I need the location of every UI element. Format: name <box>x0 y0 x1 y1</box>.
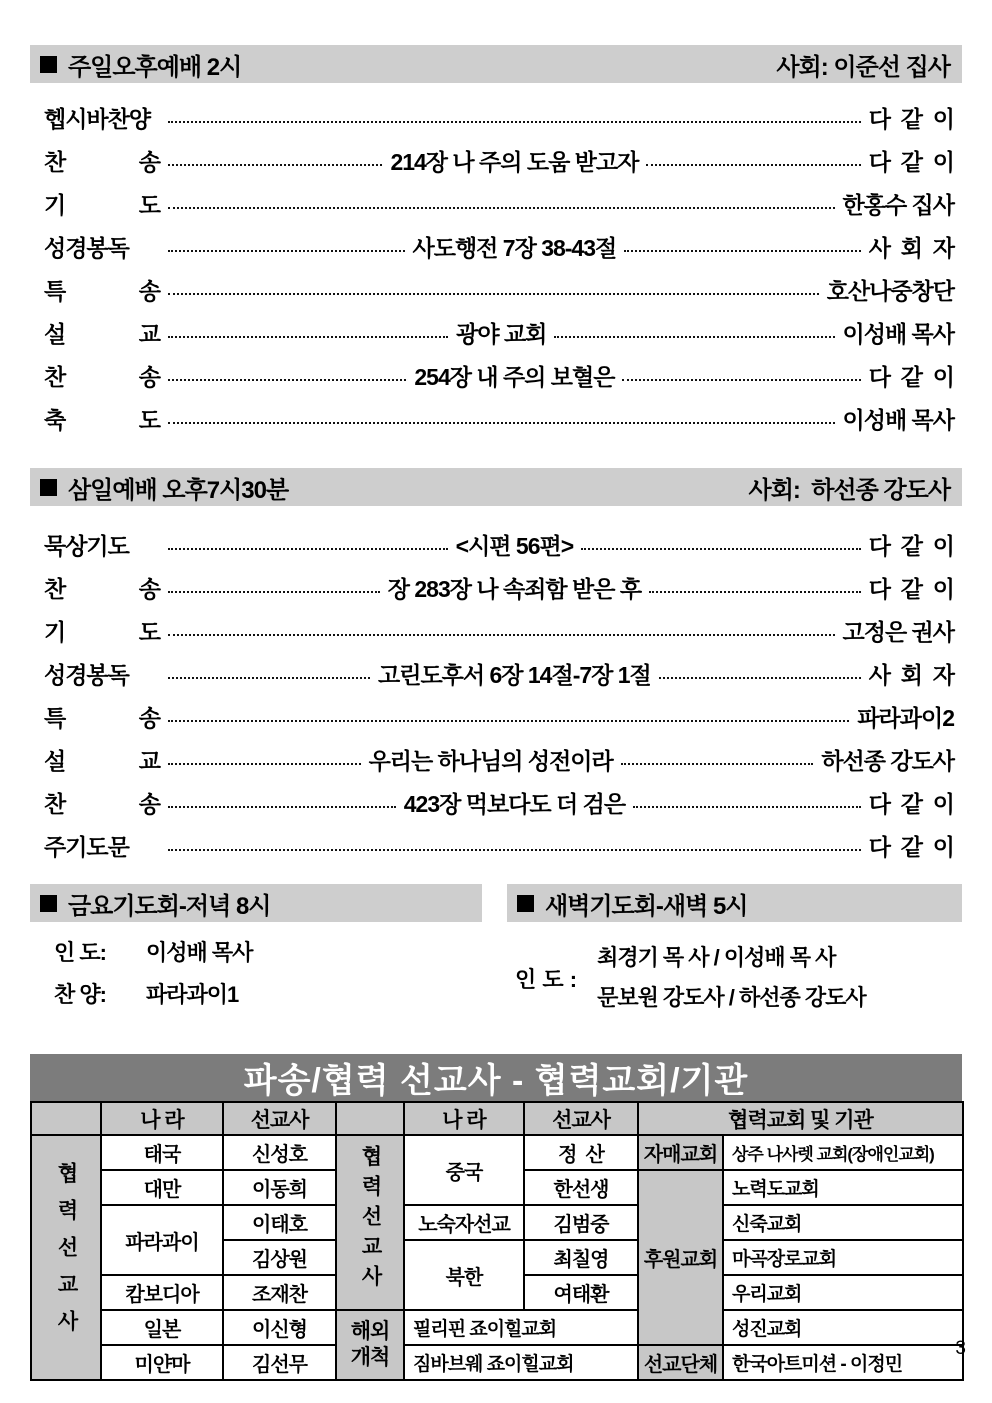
program-item-label: 축 도 <box>44 407 160 433</box>
square-bullet-icon <box>40 895 57 912</box>
missionary-table-title: 파송/협력 선교사 - 협력교회/기관 <box>30 1054 962 1101</box>
program-item-detail: 우리는 하나님의 성전이라 <box>368 748 613 774</box>
program-item-person: 다 같 이 <box>868 576 955 602</box>
cell-missionary: 조재찬 <box>223 1275 336 1310</box>
friday-prayer-body <box>30 930 482 1018</box>
cell-missionary: 정 산 <box>524 1135 638 1170</box>
table-row <box>31 1135 963 1170</box>
program-item-detail: 214장 나 주의 도움 받고자 <box>390 149 639 175</box>
program-row <box>44 182 954 225</box>
program-item-person: 호산나중창단 <box>826 278 954 304</box>
header-partner: 협력교회 및 기관 <box>638 1102 963 1135</box>
dawn-prayer-body <box>482 938 937 1018</box>
section-header-friday-prayer <box>30 884 482 922</box>
program-row <box>44 523 954 566</box>
section-title: 금요기도회-저녁 8시 <box>68 892 271 920</box>
cell-missionary: 신성호 <box>223 1135 336 1170</box>
dotted-leader <box>633 804 861 808</box>
section-title: 삼일예배 오후7시30분 <box>68 476 289 504</box>
dotted-leader <box>168 334 448 338</box>
program-item-person: 파라과이2 <box>857 705 954 731</box>
dotted-leader <box>554 334 834 338</box>
cell-missionary: 김범중 <box>524 1205 638 1240</box>
cell-overseas-church: 필리핀 죠이힐교회 <box>404 1310 638 1345</box>
program-item-detail: 장 283장 나 속죄함 받은 후 <box>387 576 642 602</box>
role-person: 이성배 목사 <box>146 939 253 965</box>
cell-partner-church: 우리교회 <box>723 1275 963 1310</box>
cell-partner-church: 신죽교회 <box>723 1205 963 1240</box>
program-item-detail: 254장 내 주의 보혈은 <box>414 364 615 390</box>
cell-overseas-church: 짐바브웨 죠이힐교회 <box>404 1345 638 1380</box>
dotted-leader <box>168 205 835 209</box>
program-row <box>44 354 954 397</box>
dotted-leader <box>168 420 835 424</box>
dotted-leader <box>168 119 861 123</box>
dotted-leader <box>168 377 406 381</box>
dotted-leader <box>168 847 861 851</box>
program-item-label: 특 송 <box>44 278 160 304</box>
cell-missionary: 이신형 <box>223 1310 336 1345</box>
header-country: 나 라 <box>101 1102 223 1135</box>
program-item-label: 찬 송 <box>44 576 160 602</box>
section-header-dawn-prayer <box>507 884 962 922</box>
program-item-label: 주기도문 <box>44 834 129 860</box>
program-row <box>44 225 954 268</box>
program-item-detail: <시편 56편> <box>455 533 574 559</box>
program-row <box>44 781 954 824</box>
cell-missionary: 한선생 <box>524 1170 638 1205</box>
dotted-leader <box>168 675 370 679</box>
dotted-leader <box>621 761 814 765</box>
program-item-label: 설 교 <box>44 321 160 347</box>
section-title: 새벽기도회-새벽 5시 <box>545 892 748 920</box>
role-label: 인 도: <box>54 939 106 965</box>
program-item-label: 설 교 <box>44 748 160 774</box>
program-item-person: 한홍수 집사 <box>842 192 954 218</box>
header-blank <box>31 1102 101 1135</box>
cell-partner-church: 마곡장로교회 <box>723 1240 963 1275</box>
dotted-leader <box>624 248 861 252</box>
group-label-support-church: 후원교회 <box>638 1170 723 1345</box>
section-header-sunday-afternoon <box>30 45 962 83</box>
group-label-coop-missionary: 협력선교사 <box>336 1135 404 1310</box>
program-item-person: 사 회 자 <box>868 662 954 688</box>
cell-missionary: 최칠영 <box>524 1240 638 1275</box>
table-row <box>31 1205 963 1240</box>
group-label-mission-org: 선교단체 <box>638 1345 723 1380</box>
program-item-detail: 423장 먹보다도 더 검은 <box>403 791 626 817</box>
program-item-detail: 고린도후서 6장 14절-7장 1절 <box>378 662 651 688</box>
header-missionary: 선교사 <box>223 1102 336 1135</box>
table-header-row <box>31 1102 963 1135</box>
program-item-person: 다 같 이 <box>868 106 954 132</box>
program-item-label: 찬 송 <box>44 364 160 390</box>
program-item-label: 기 도 <box>44 192 160 218</box>
header-blank <box>336 1102 404 1135</box>
program-item-person: 다 같 이 <box>868 834 954 860</box>
friday-leader-row <box>54 930 482 972</box>
program-item-person: 사 회 자 <box>868 235 954 261</box>
dotted-leader <box>622 377 860 381</box>
program-item-detail: 광야 교회 <box>456 321 547 347</box>
dotted-leader <box>168 546 448 550</box>
role-label: 인 도 : <box>515 966 578 992</box>
dotted-leader <box>168 804 396 808</box>
group-label-sister-church: 자매교회 <box>638 1135 723 1170</box>
program-item-label: 묵상기도 <box>44 533 129 559</box>
header-missionary: 선교사 <box>524 1102 638 1135</box>
program-item-person: 하선종 강도사 <box>821 748 955 774</box>
program-row <box>44 268 954 311</box>
program-item-person: 다 같 이 <box>868 364 955 390</box>
program-list-wednesday <box>30 523 962 867</box>
dotted-leader <box>649 589 861 593</box>
program-item-person: 다 같 이 <box>868 149 954 175</box>
dotted-leader <box>168 632 835 636</box>
cell-country: 캄보디아 <box>101 1275 223 1310</box>
moderator-label: 사회: 하선종 강도사 <box>748 476 950 504</box>
dotted-leader <box>168 162 382 166</box>
bulletin-page <box>30 0 962 1381</box>
cell-missionary: 이태호 <box>223 1205 336 1240</box>
page-number: 3 <box>955 1338 966 1359</box>
program-item-person: 다 같 이 <box>868 533 954 559</box>
program-item-label: 찬 송 <box>44 791 160 817</box>
cell-country: 중국 <box>404 1135 524 1205</box>
program-item-person: 고정은 권사 <box>842 619 954 645</box>
program-row <box>44 139 954 182</box>
program-item-label: 헵시바찬양 <box>44 106 151 132</box>
dotted-leader <box>581 546 861 550</box>
square-bullet-icon <box>517 895 534 912</box>
program-list-sunday <box>30 96 962 440</box>
program-row <box>44 609 954 652</box>
cell-missionary: 김선무 <box>223 1345 336 1380</box>
moderator-label: 사회: 이준선 집사 <box>776 53 950 81</box>
dotted-leader <box>168 718 849 722</box>
header-country: 나 라 <box>404 1102 524 1135</box>
role-person: 파라과이1 <box>146 981 239 1007</box>
dawn-leader-lines <box>597 938 866 1018</box>
cell-missionary: 여태환 <box>524 1275 638 1310</box>
group-label-coop-missionary: 협력선교사 <box>31 1135 101 1380</box>
dotted-leader <box>168 589 380 593</box>
square-bullet-icon <box>40 56 57 73</box>
program-item-person: 이성배 목사 <box>842 321 954 347</box>
cell-country: 미얀마 <box>101 1345 223 1380</box>
cell-country: 일본 <box>101 1310 223 1345</box>
prayer-meeting-headers <box>30 884 962 922</box>
cell-partner-org: 한국아트미션 - 이정민 <box>723 1345 963 1380</box>
dotted-leader <box>168 761 361 765</box>
friday-praise-row <box>54 972 482 1014</box>
cell-country: 대만 <box>101 1170 223 1205</box>
program-row <box>44 397 954 440</box>
section-header-wednesday <box>30 468 962 506</box>
cell-partner-church: 성진교회 <box>723 1310 963 1345</box>
program-row <box>44 566 954 609</box>
table-row <box>31 1310 963 1345</box>
dotted-leader <box>646 162 860 166</box>
program-item-label: 특 송 <box>44 705 160 731</box>
section-title-wrap <box>40 470 288 505</box>
dotted-leader <box>168 248 405 252</box>
program-item-label: 성경봉독 <box>44 662 129 688</box>
prayer-meeting-bodies <box>30 930 962 1018</box>
cell-missionary: 이동희 <box>223 1170 336 1205</box>
program-row <box>44 311 954 354</box>
program-item-label: 기 도 <box>44 619 160 645</box>
dawn-leaders-line1: 최경기 목 사 / 이성배 목 사 <box>597 945 836 970</box>
cell-partner-church: 노력도교회 <box>723 1170 963 1205</box>
section-title-wrap <box>517 886 747 921</box>
cell-country: 노숙자선교 <box>404 1205 524 1240</box>
program-row <box>44 738 954 781</box>
program-item-person: 이성배 목사 <box>842 407 954 433</box>
program-row <box>44 824 954 867</box>
dawn-leaders-line2: 문보원 강도사 / 하선종 강도사 <box>597 985 866 1010</box>
table-row <box>31 1345 963 1380</box>
program-row <box>44 96 954 139</box>
program-item-person: 다 같 이 <box>868 791 955 817</box>
cell-country: 북한 <box>404 1240 524 1310</box>
section-title: 주일오후예배 2시 <box>68 53 242 81</box>
dotted-leader <box>168 291 819 295</box>
square-bullet-icon <box>40 479 57 496</box>
cell-country: 태국 <box>101 1135 223 1170</box>
program-item-label: 성경봉독 <box>44 235 129 261</box>
program-item-label: 찬 송 <box>44 149 160 175</box>
program-row <box>44 652 954 695</box>
program-row <box>44 695 954 738</box>
dotted-leader <box>659 675 861 679</box>
cell-missionary: 김상원 <box>223 1240 336 1275</box>
cell-partner-church: 상주 나사렛 교회(장애인교회) <box>723 1135 963 1170</box>
cell-country: 파라과이 <box>101 1205 223 1275</box>
program-item-detail: 사도행전 7장 38-43절 <box>412 235 617 261</box>
section-title-wrap <box>40 47 241 82</box>
section-title-wrap <box>40 886 270 921</box>
missionary-table <box>30 1101 964 1381</box>
group-label-overseas-planting: 해외 개척 <box>336 1310 404 1380</box>
role-label: 찬 양: <box>54 981 106 1007</box>
